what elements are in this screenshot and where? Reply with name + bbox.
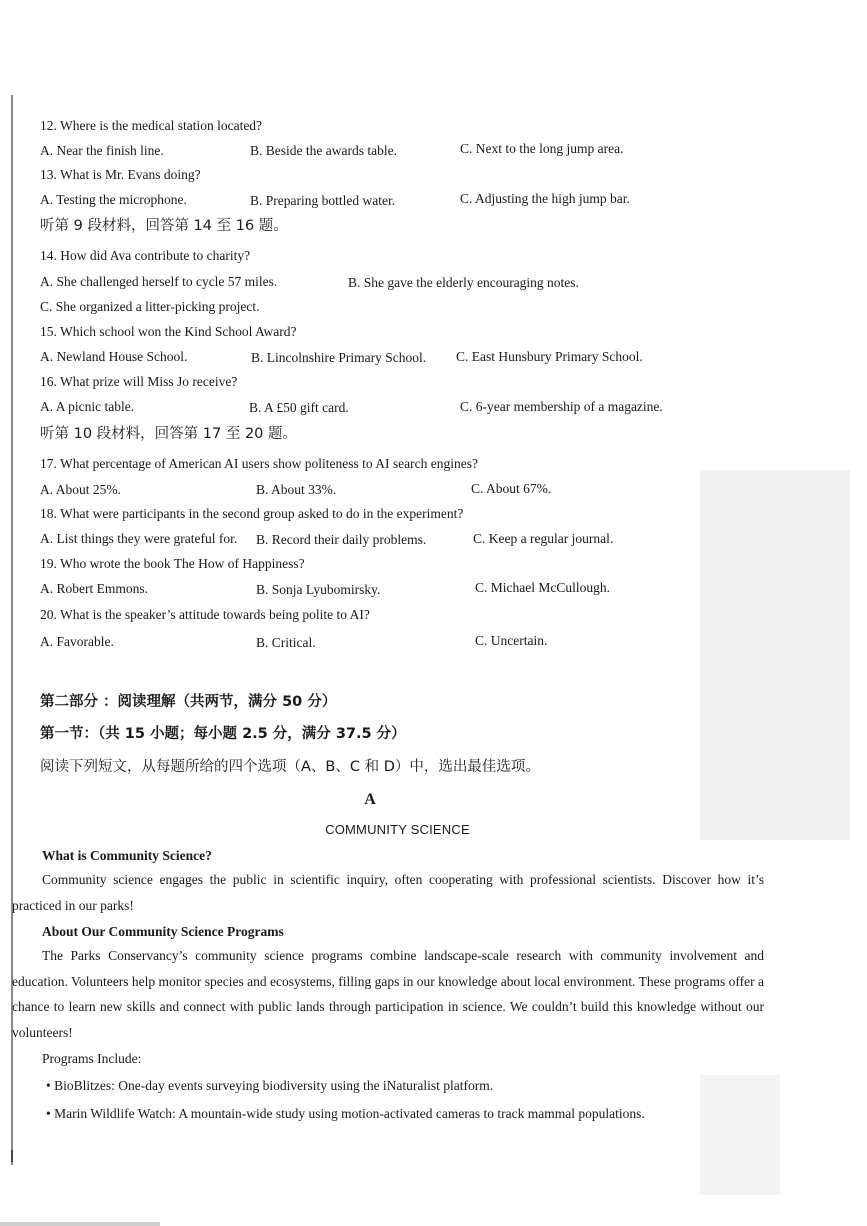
option-a: A. A picnic table.: [40, 399, 135, 414]
option-b: B. Preparing bottled water.: [250, 193, 396, 208]
option-b: B. Critical.: [256, 635, 316, 650]
paragraph-2: The Parks Conservancy’s community science programs combine landscape-scale research with community involvement and education. Volunteers help monitor species and ecosystems, filling gaps in our knowledge about local environment. These programs offer a chance to learn new skills and connect with public lands through participation in science. We couldn’t build this knowledge without our volunteers!: [12, 948, 764, 1040]
option-c: C. Next to the long jump area.: [460, 141, 624, 156]
instruction: 阅读下列短文，从每题所给的四个选项（A、B、C 和 D）中，选出最佳选项。: [40, 759, 540, 775]
scan-edge: [0, 1222, 160, 1226]
option-a: A. Testing the microphone.: [40, 192, 187, 207]
question-number: 13.: [40, 167, 57, 182]
question-16: [40, 374, 237, 390]
option-c: C. Keep a regular journal.: [473, 531, 614, 546]
subheading-programs: About Our Community Science Programs: [42, 924, 284, 939]
scan-shadow: [700, 470, 850, 840]
question-number: 14.: [40, 248, 57, 263]
question-stem: What prize will Miss Jo receive?: [60, 374, 238, 389]
list-item: • BioBlitzes: One-day events surveying biodiversity using the iNaturalist platform.: [46, 1078, 494, 1093]
question-number: 16.: [40, 374, 57, 389]
question-20: [40, 607, 370, 623]
question-13: [40, 167, 201, 183]
option-a: A. About 25%.: [40, 482, 121, 497]
question-number: 19.: [40, 556, 57, 571]
question-stem: What percentage of American AI users show politeness to AI search engines?: [60, 456, 479, 471]
question-number: 18.: [40, 506, 57, 521]
question-number: 17.: [40, 456, 57, 471]
question-stem: What is the speaker’s attitude towards being polite to AI?: [60, 607, 370, 622]
option-b: B. About 33%.: [256, 482, 337, 497]
option-b: B. Record their daily problems.: [256, 532, 427, 547]
question-stem: What is Mr. Evans doing?: [60, 167, 201, 182]
question-stem: What were participants in the second group asked to do in the experiment?: [60, 506, 464, 521]
question-number: 20.: [40, 607, 57, 622]
option-c: C. About 67%.: [471, 481, 552, 496]
option-a: A. Newland House School.: [40, 349, 188, 364]
scan-shadow: [700, 1075, 780, 1195]
option-b: B. She gave the elderly encouraging notes.: [348, 275, 579, 290]
margin-mark: [11, 1150, 13, 1162]
option-a: A. Robert Emmons.: [40, 581, 148, 596]
section-heading-10: 听第 10 段材料，回答第 17 至 20 题。: [40, 426, 298, 442]
list-item: • Marin Wildlife Watch: A mountain-wide study using motion-activated cameras to track mammal populations.: [46, 1106, 645, 1121]
subheading-what-is: What is Community Science?: [42, 848, 212, 863]
paragraph-1: Community science engages the public in scientific inquiry, often cooperating with professional scientists. Discover how it’s practiced in our parks!: [12, 872, 764, 913]
bullet-icon: •: [46, 1078, 55, 1093]
question-15: [40, 324, 296, 340]
option-c: C. Michael McCullough.: [475, 580, 610, 595]
part-title: 第二部分 ：阅读理解（共两节，满分 50 分）: [40, 694, 337, 710]
option-b: B. A £50 gift card.: [249, 400, 349, 415]
question-stem: Where is the medical station located?: [60, 118, 263, 133]
passage-letter: A: [364, 791, 376, 808]
question-14: [40, 248, 250, 264]
question-12: [40, 118, 262, 134]
option-a: A. She challenged herself to cycle 57 miles.: [40, 274, 278, 289]
section-title: 第一节：（共 15 小题；每小题 2.5 分，满分 37.5 分）: [40, 726, 406, 742]
question-number: 12.: [40, 118, 57, 133]
option-b: B. Sonja Lyubomirsky.: [256, 582, 381, 597]
bullet-icon: •: [46, 1106, 55, 1121]
question-stem: Who wrote the book The How of Happiness?: [60, 556, 305, 571]
option-c: C. 6-year membership of a magazine.: [460, 399, 663, 414]
section-heading-9: 听第 9 段材料，回答第 14 至 16 题。: [40, 218, 288, 234]
option-a: A. List things they were grateful for.: [40, 531, 238, 546]
question-19: [40, 556, 305, 572]
question-stem: How did Ava contribute to charity?: [60, 248, 251, 263]
passage-title: COMMUNITY SCIENCE: [325, 822, 470, 837]
option-b: B. Beside the awards table.: [250, 143, 397, 158]
question-stem: Which school won the Kind School Award?: [60, 324, 297, 339]
option-b: B. Lincolnshire Primary School.: [251, 350, 427, 365]
programs-label: Programs Include:: [42, 1051, 142, 1066]
option-c: C. Uncertain.: [475, 633, 548, 648]
option-a: A. Favorable.: [40, 634, 114, 649]
question-18: [40, 506, 463, 522]
option-c: C. She organized a litter-picking project.: [40, 299, 260, 314]
option-c: C. Adjusting the high jump bar.: [460, 191, 630, 206]
question-17: [40, 456, 478, 472]
option-c: C. East Hunsbury Primary School.: [456, 349, 643, 364]
question-number: 15.: [40, 324, 57, 339]
option-a: A. Near the finish line.: [40, 143, 164, 158]
